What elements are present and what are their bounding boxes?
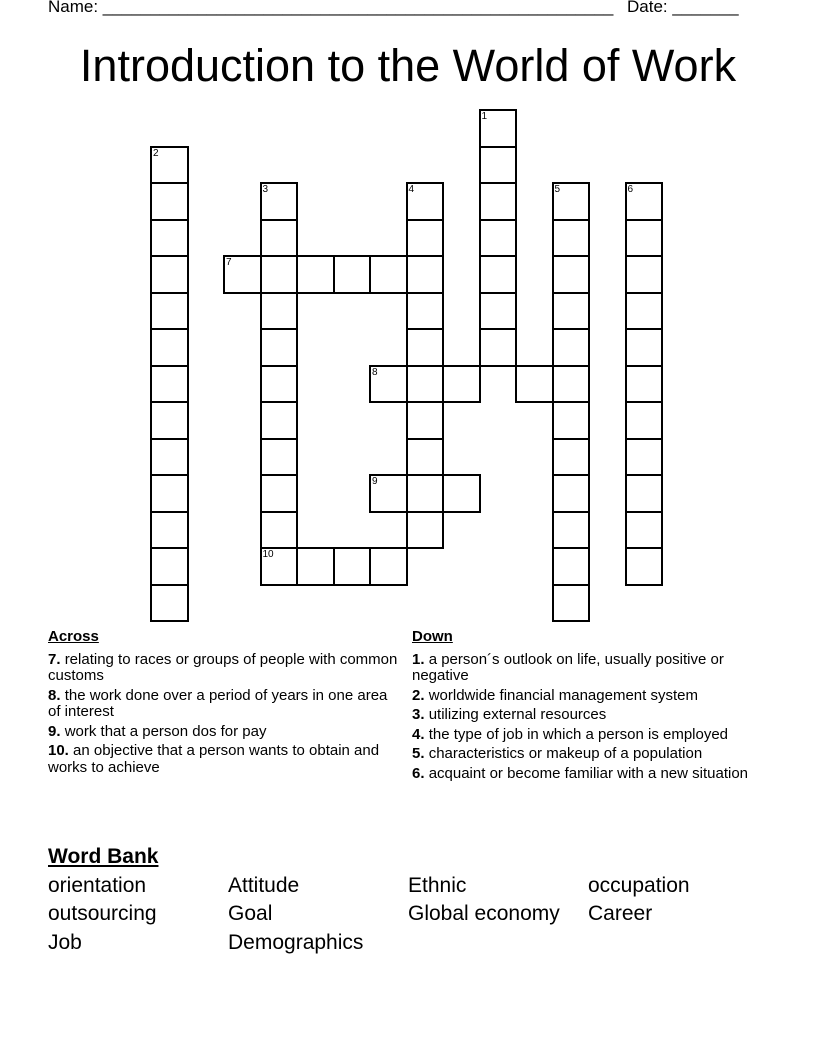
grid-cell[interactable]	[333, 255, 372, 294]
clue-number: 9.	[48, 722, 61, 740]
grid-cell[interactable]	[552, 474, 591, 513]
grid-cell[interactable]	[260, 474, 299, 513]
grid-cell[interactable]	[369, 547, 408, 586]
grid-cell[interactable]	[479, 219, 518, 258]
grid-cell[interactable]	[406, 438, 445, 477]
clue-text: work that a person dos for pay	[64, 722, 267, 740]
grid-cell[interactable]	[406, 365, 445, 404]
clue-number: 8.	[48, 686, 61, 704]
clue-number: 4.	[412, 725, 425, 743]
word-bank-word: Global economy	[408, 902, 560, 925]
down-clue-6	[412, 766, 762, 783]
grid-cell[interactable]	[442, 365, 481, 404]
grid-cell[interactable]	[150, 365, 189, 404]
clue-number-label: 6	[627, 184, 634, 195]
grid-cell-2[interactable]	[150, 146, 189, 185]
grid-cell[interactable]	[552, 438, 591, 477]
across-clue-10	[48, 743, 398, 776]
clue-text: worldwide financial management system	[428, 686, 698, 704]
word-bank-word: occupation	[588, 874, 690, 897]
grid-cell[interactable]	[552, 292, 591, 331]
grid-cell[interactable]	[479, 146, 518, 185]
grid-cell[interactable]	[150, 292, 189, 331]
grid-cell[interactable]	[150, 219, 189, 258]
date-field-line: Date: _______	[627, 0, 739, 16]
word-bank-word: Goal	[228, 902, 273, 925]
clue-number: 6.	[412, 764, 425, 782]
grid-cell[interactable]	[479, 328, 518, 367]
grid-cell[interactable]	[552, 547, 591, 586]
grid-cell[interactable]	[369, 255, 408, 294]
word-bank-word: Ethnic	[408, 874, 467, 897]
grid-cell-3[interactable]	[260, 182, 299, 221]
grid-cell[interactable]	[260, 365, 299, 404]
grid-cell[interactable]	[150, 401, 189, 440]
grid-cell[interactable]	[150, 255, 189, 294]
word-bank-word: Demographics	[228, 931, 364, 954]
clue-number: 7.	[48, 650, 61, 668]
grid-cell[interactable]	[625, 219, 664, 258]
clue-text: relating to races or groups of people with common customs	[48, 650, 398, 684]
clue-number-label: 1	[481, 111, 488, 122]
grid-cell[interactable]	[552, 401, 591, 440]
grid-cell-7[interactable]	[223, 255, 262, 294]
grid-cell-8[interactable]	[369, 365, 408, 404]
clue-number-label: 5	[554, 184, 561, 195]
clue-number: 5.	[412, 745, 425, 762]
grid-cell[interactable]	[260, 511, 299, 550]
down-clues	[412, 629, 762, 785]
grid-cell[interactable]	[552, 365, 591, 404]
grid-cell[interactable]	[515, 365, 554, 404]
word-bank-word: orientation	[48, 874, 147, 897]
grid-cell-10[interactable]	[260, 547, 299, 586]
grid-cell[interactable]	[260, 328, 299, 367]
grid-cell[interactable]	[552, 219, 591, 258]
clue-text: utilizing external resources	[428, 706, 607, 723]
grid-cell[interactable]	[625, 474, 664, 513]
grid-cell[interactable]	[479, 255, 518, 294]
grid-cell[interactable]	[406, 292, 445, 331]
word-bank-word: Job	[48, 931, 82, 954]
grid-cell-6[interactable]	[625, 182, 664, 221]
grid-cell[interactable]	[625, 328, 664, 367]
across-clues	[48, 629, 398, 779]
grid-cell[interactable]	[150, 474, 189, 513]
grid-cell[interactable]	[260, 401, 299, 440]
name-field-line: Name: ______________________________________________________	[48, 0, 614, 16]
across-clue-7	[48, 652, 398, 685]
grid-cell[interactable]	[552, 328, 591, 367]
clue-number-label: 3	[262, 184, 269, 195]
grid-cell[interactable]	[406, 255, 445, 294]
grid-cell-4[interactable]	[406, 182, 445, 221]
grid-cell[interactable]	[625, 255, 664, 294]
clue-text: characteristics or makeup of a population	[428, 745, 703, 762]
grid-cell[interactable]	[625, 438, 664, 477]
grid-cell[interactable]	[260, 219, 299, 258]
grid-cell[interactable]	[260, 292, 299, 331]
grid-cell[interactable]	[333, 547, 372, 586]
grid-cell[interactable]	[150, 328, 189, 367]
down-clue-1	[412, 652, 762, 685]
word-bank-word: Attitude	[228, 874, 300, 897]
clue-text: acquaint or become familiar with a new situation	[428, 764, 749, 782]
clue-number-label: 10	[262, 549, 274, 560]
grid-cell[interactable]	[150, 511, 189, 550]
grid-cell[interactable]	[296, 255, 335, 294]
grid-cell[interactable]	[625, 511, 664, 550]
clue-number-label: 9	[372, 476, 378, 487]
grid-cell[interactable]	[406, 219, 445, 258]
grid-cell[interactable]	[442, 474, 481, 513]
clue-number-label: 8	[372, 366, 378, 378]
down-clue-5	[412, 746, 762, 763]
across-clue-9	[48, 724, 398, 741]
grid-cell[interactable]	[296, 547, 335, 586]
word-bank-word: Career	[588, 902, 653, 925]
word-bank-title: Word Bank	[48, 845, 159, 868]
clue-text: the work done over a period of years in one area of interest	[48, 686, 388, 720]
grid-cell[interactable]	[479, 292, 518, 331]
down-clue-2	[412, 688, 762, 705]
down-clue-3	[412, 707, 762, 724]
grid-cell[interactable]	[552, 584, 591, 623]
grid-cell[interactable]	[625, 292, 664, 331]
down-heading: Down	[412, 628, 453, 645]
grid-cell[interactable]	[406, 401, 445, 440]
clue-number: 1.	[412, 650, 425, 668]
clue-text: an objective that a person wants to obtain and works to achieve	[48, 742, 380, 776]
grid-cell-9[interactable]	[369, 474, 408, 513]
grid-cell[interactable]	[625, 365, 664, 404]
clue-text: a person´s outlook on life, usually positive or negative	[412, 650, 724, 684]
grid-cell[interactable]	[150, 438, 189, 477]
grid-cell[interactable]	[150, 584, 189, 623]
grid-cell[interactable]	[406, 328, 445, 367]
clue-text: the type of job in which a person is employed	[428, 725, 729, 743]
grid-cell[interactable]	[260, 438, 299, 477]
down-clue-4	[412, 727, 762, 744]
page-title: Introduction to the World of Work	[79, 40, 737, 91]
clue-number-label: 2	[153, 147, 159, 159]
grid-cell[interactable]	[406, 474, 445, 513]
grid-cell[interactable]	[406, 511, 445, 550]
grid-cell[interactable]	[552, 255, 591, 294]
grid-cell[interactable]	[479, 182, 518, 221]
clue-number: 2.	[412, 686, 425, 704]
word-bank-word: outsourcing	[48, 902, 157, 925]
grid-cell-1[interactable]	[479, 109, 518, 148]
grid-cell-5[interactable]	[552, 182, 591, 221]
clue-number: 3.	[412, 706, 425, 723]
grid-cell[interactable]	[625, 547, 664, 586]
grid-cell[interactable]	[150, 182, 189, 221]
across-heading: Across	[48, 628, 99, 645]
grid-cell[interactable]	[625, 401, 664, 440]
clue-number: 10.	[48, 742, 69, 759]
across-clue-8	[48, 688, 398, 721]
grid-cell[interactable]	[260, 255, 299, 294]
grid-cell[interactable]	[150, 547, 189, 586]
clue-number-label: 7	[226, 257, 232, 268]
grid-cell[interactable]	[552, 511, 591, 550]
clue-number-label: 4	[408, 184, 415, 195]
